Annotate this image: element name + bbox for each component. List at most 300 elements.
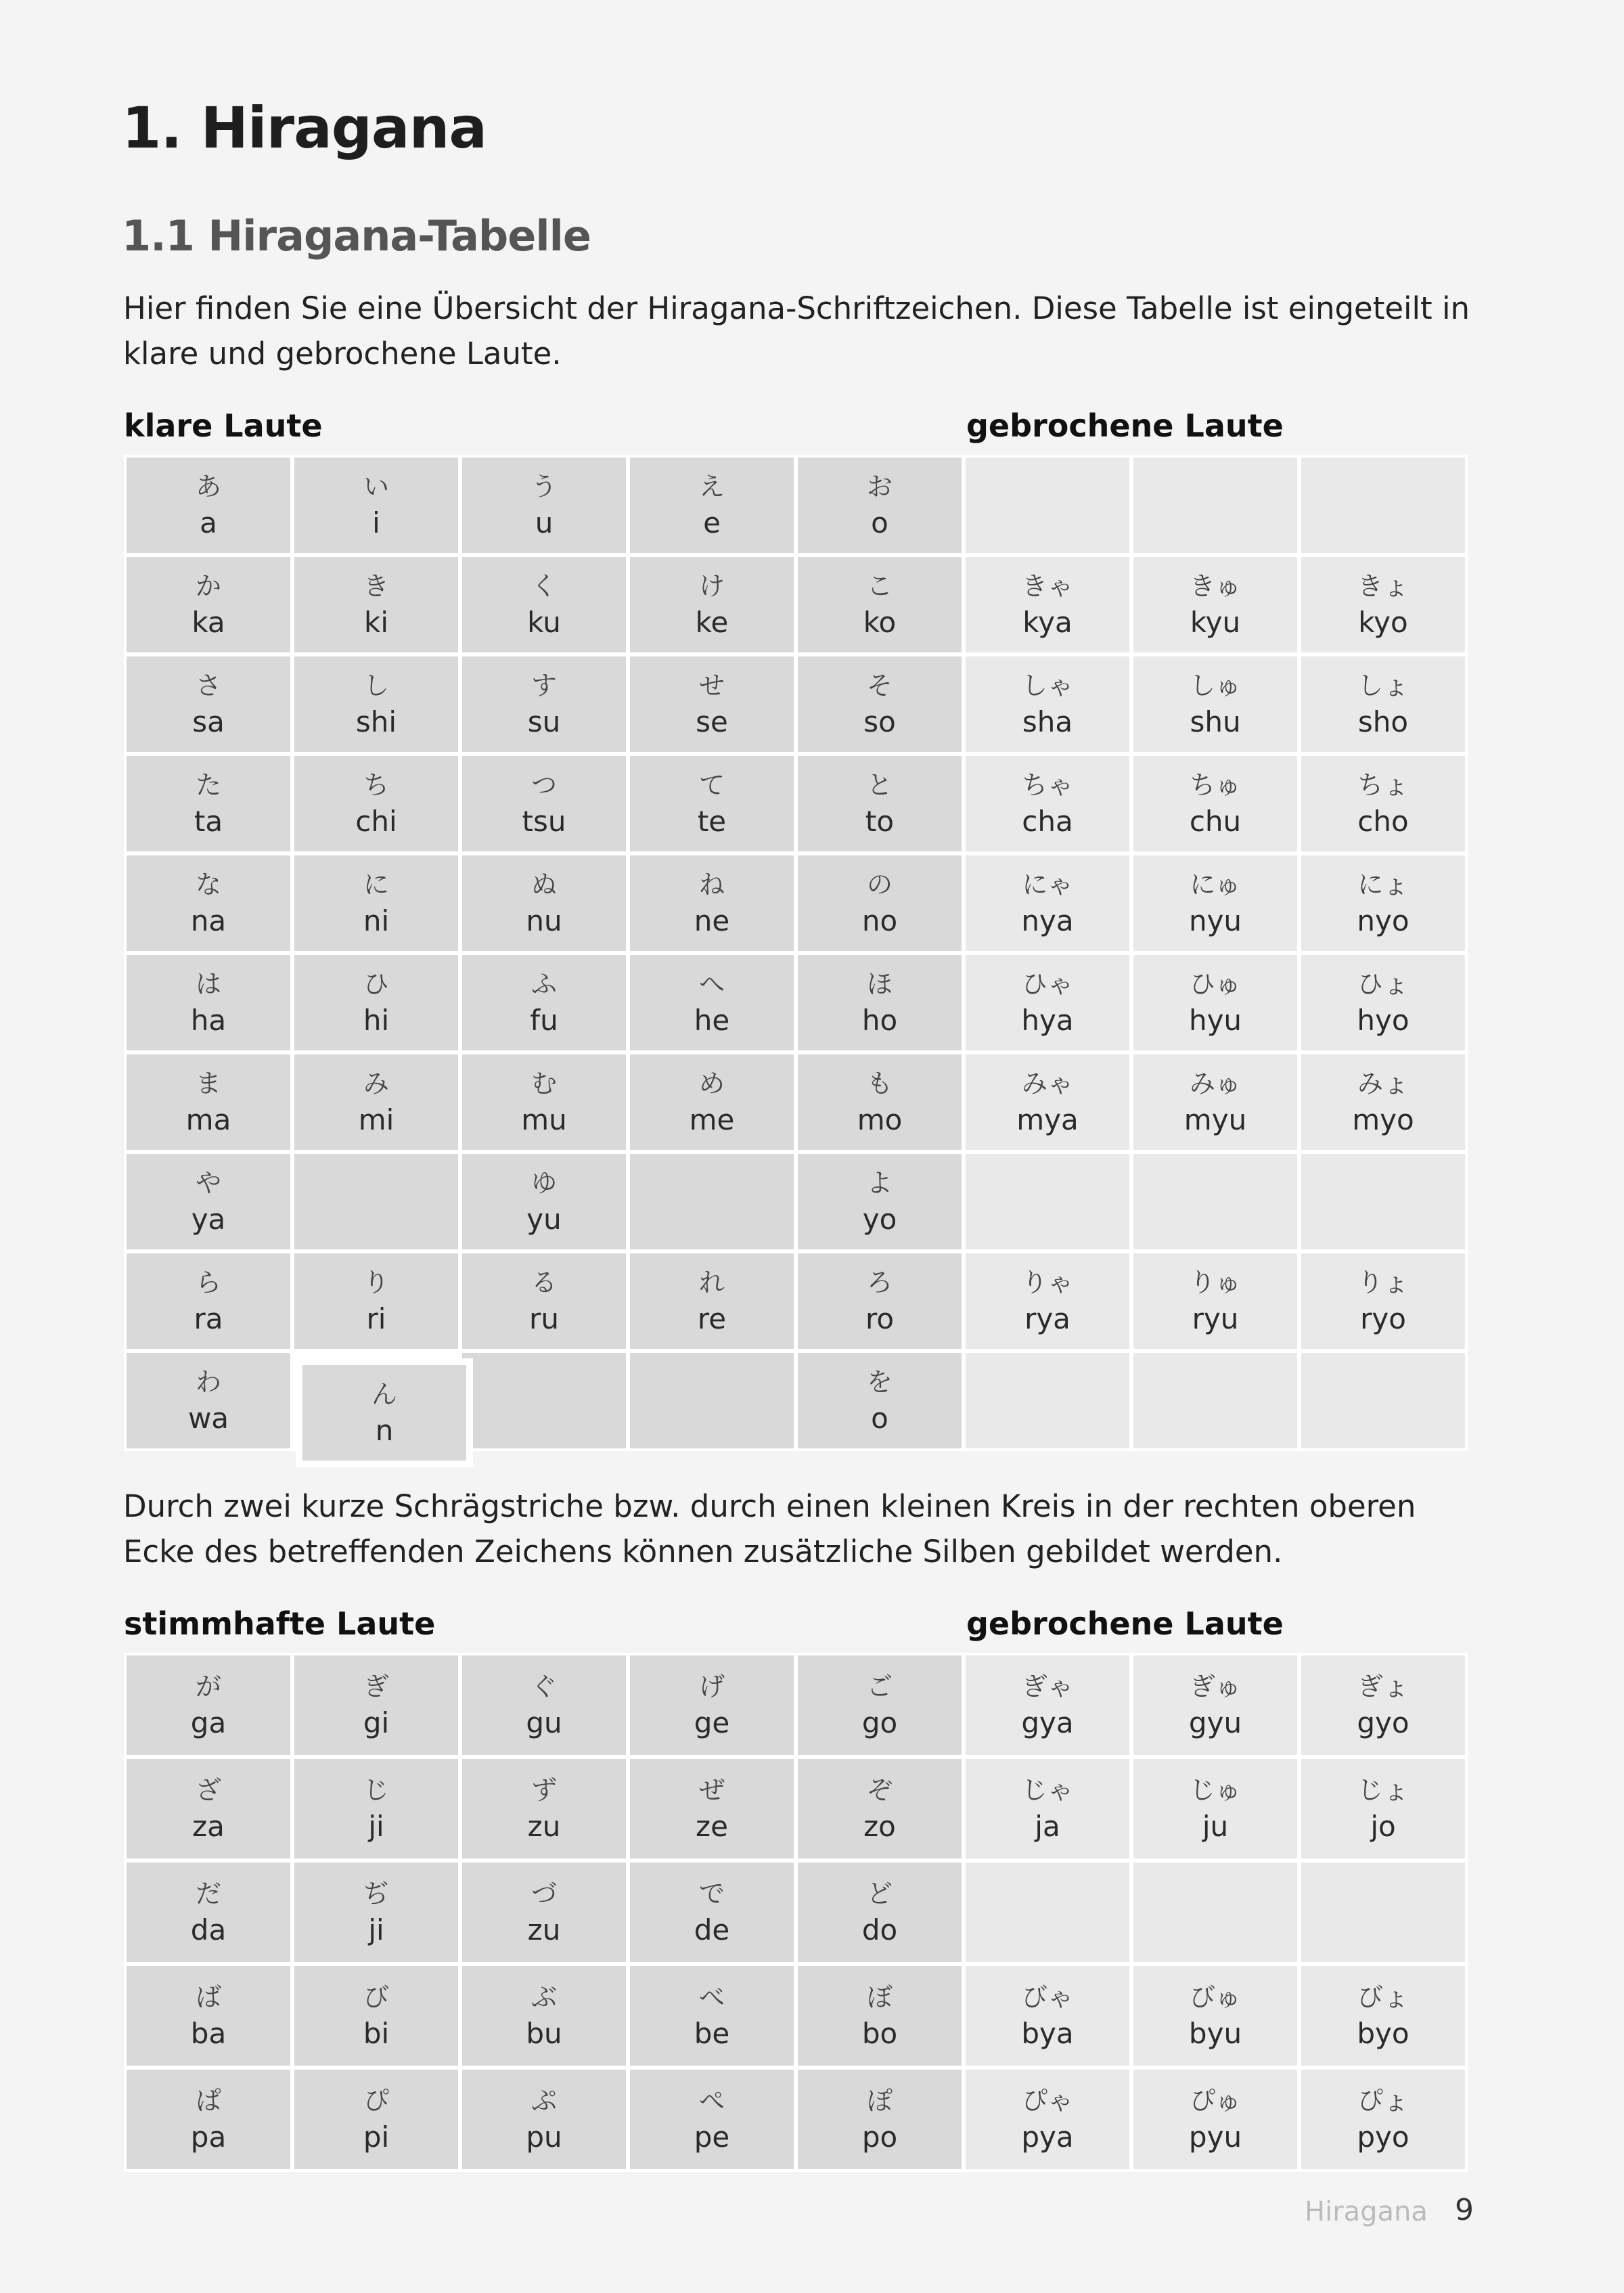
kana: と	[866, 770, 893, 800]
kana: ぺ	[698, 2085, 725, 2116]
table-cell	[1301, 955, 1465, 1050]
kana: や	[195, 1167, 221, 1198]
kana: ろ	[866, 1267, 893, 1297]
kana: い	[363, 471, 389, 502]
table-cell	[1133, 1353, 1297, 1448]
table-cell	[294, 1154, 458, 1249]
romaji: o	[871, 506, 888, 539]
table-cell	[127, 2070, 290, 2169]
kana: そ	[866, 670, 893, 700]
kana: も	[866, 1068, 893, 1098]
kana: こ	[866, 571, 893, 601]
romaji: byu	[1188, 2016, 1242, 2050]
romaji: go	[861, 1706, 898, 1739]
table-cell	[630, 656, 794, 752]
table-cell	[1133, 2070, 1297, 2169]
table-cell	[798, 1253, 962, 1349]
romaji: nu	[526, 904, 562, 937]
romaji: pyo	[1357, 2120, 1409, 2154]
kana: びょ	[1357, 1982, 1409, 2012]
table-cell	[127, 756, 290, 851]
section-title: 1.1 Hiragana-Tabelle	[122, 211, 591, 261]
romaji: sho	[1357, 705, 1409, 738]
kana: づ	[531, 1878, 557, 1909]
romaji: ba	[190, 2016, 227, 2050]
romaji: shi	[355, 705, 397, 738]
table-cell	[966, 955, 1129, 1050]
kana: よ	[866, 1167, 893, 1198]
romaji: ge	[694, 1706, 730, 1739]
kana: ぎ	[363, 1671, 389, 1701]
table-cell	[1133, 756, 1297, 851]
romaji: ya	[191, 1202, 226, 1236]
romaji: ha	[190, 1003, 227, 1037]
table-cell	[1133, 1253, 1297, 1349]
kana: た	[195, 770, 221, 800]
romaji: ta	[194, 804, 223, 838]
kana: ぴ	[363, 2085, 389, 2116]
table-cell	[1133, 955, 1297, 1050]
romaji: hyo	[1357, 1003, 1409, 1037]
romaji: myo	[1352, 1103, 1414, 1136]
kana: だ	[195, 1878, 221, 1909]
hiragana-basic-table	[124, 455, 1468, 1451]
romaji: bu	[526, 2016, 562, 2050]
kana: ひ	[363, 969, 389, 999]
table-cell	[294, 1863, 458, 1962]
romaji: bi	[363, 2016, 390, 2050]
romaji: re	[697, 1301, 727, 1335]
table-cell	[966, 1966, 1129, 2066]
romaji: te	[697, 804, 727, 838]
romaji: ra	[194, 1301, 223, 1335]
table-cell	[1133, 656, 1297, 752]
table1-label-right: gebrochene Laute	[966, 407, 1284, 444]
table-cell	[630, 557, 794, 652]
romaji: ne	[694, 904, 730, 937]
table-cell	[798, 855, 962, 951]
table-cell	[966, 1353, 1129, 1448]
kana: ぴょ	[1357, 2085, 1409, 2116]
romaji: n	[375, 1413, 394, 1447]
table-cell	[294, 1253, 458, 1349]
table-cell	[294, 1966, 458, 2066]
table-cell	[1133, 1154, 1297, 1249]
kana: ぜ	[698, 1775, 725, 1805]
table-cell	[1301, 1655, 1465, 1755]
table-cell	[630, 1154, 794, 1249]
table-cell	[462, 1353, 626, 1448]
table-cell	[1301, 1353, 1465, 1448]
table-cell	[127, 1655, 290, 1755]
kana: の	[866, 869, 893, 899]
table-cell	[798, 2070, 962, 2169]
table-cell	[462, 1655, 626, 1755]
table-cell	[127, 1353, 290, 1448]
table-cell	[966, 855, 1129, 951]
kana: ひょ	[1357, 969, 1409, 999]
kana: ぷ	[531, 2085, 557, 2116]
table-cell	[462, 1054, 626, 1150]
romaji: fu	[530, 1003, 558, 1037]
kana: びゃ	[1021, 1982, 1073, 2012]
kana: が	[195, 1671, 221, 1701]
kana: し	[363, 670, 389, 700]
romaji: he	[694, 1003, 730, 1037]
table-cell	[966, 1154, 1129, 1249]
romaji: ri	[366, 1301, 386, 1335]
kana: へ	[698, 969, 725, 999]
kana: ん	[371, 1379, 397, 1409]
kana: しゅ	[1189, 670, 1241, 700]
kana: き	[363, 571, 389, 601]
romaji: nyo	[1357, 904, 1409, 937]
romaji: jo	[1370, 1809, 1396, 1843]
kana: げ	[698, 1671, 725, 1701]
romaji: shu	[1190, 705, 1241, 738]
romaji: gi	[363, 1706, 390, 1739]
kana: りょ	[1357, 1267, 1409, 1297]
kana: す	[531, 670, 557, 700]
table-cell	[294, 1759, 458, 1858]
table-cell	[462, 855, 626, 951]
kana: で	[698, 1878, 725, 1909]
table-cell	[127, 458, 290, 553]
table-cell	[630, 756, 794, 851]
table-cell	[966, 1253, 1129, 1349]
table-cell	[1133, 855, 1297, 951]
table-cell	[127, 1154, 290, 1249]
kana: にゃ	[1022, 869, 1073, 899]
table-cell	[302, 1365, 466, 1461]
kana: みゃ	[1021, 1068, 1073, 1098]
romaji: gya	[1021, 1706, 1074, 1739]
table-cell	[798, 1054, 962, 1150]
kana: め	[698, 1068, 725, 1098]
romaji: ni	[363, 904, 390, 937]
table-cell	[630, 1863, 794, 1962]
romaji: do	[861, 1913, 898, 1946]
table-cell	[294, 855, 458, 951]
kana: ちょ	[1357, 770, 1409, 800]
kana: あ	[195, 471, 221, 502]
table-cell	[1301, 557, 1465, 652]
romaji: ma	[185, 1103, 231, 1136]
kana: ゆ	[531, 1167, 557, 1198]
table-cell	[294, 458, 458, 553]
romaji: a	[200, 506, 217, 539]
kana: しゃ	[1021, 670, 1073, 700]
table-cell	[966, 1054, 1129, 1150]
footer-section-name: Hiragana	[1305, 2196, 1428, 2227]
romaji: sa	[192, 705, 225, 738]
kana: る	[531, 1267, 557, 1297]
kana: みゅ	[1189, 1068, 1241, 1098]
table-cell	[127, 1966, 290, 2066]
kana: ら	[195, 1267, 221, 1297]
table-cell	[630, 1253, 794, 1349]
romaji: mo	[857, 1103, 903, 1136]
romaji: sha	[1022, 705, 1073, 738]
kana: きょ	[1357, 571, 1409, 601]
kana: ぽ	[866, 2085, 893, 2116]
kana: にゅ	[1190, 869, 1241, 899]
table-cell	[798, 1655, 962, 1755]
table-cell	[294, 2070, 458, 2169]
kana: て	[698, 770, 725, 800]
kana: じ	[363, 1775, 389, 1805]
kana: ず	[531, 1775, 557, 1805]
romaji: se	[696, 705, 728, 738]
table-cell	[630, 955, 794, 1050]
romaji: bo	[861, 2016, 898, 2050]
kana: ぎょ	[1357, 1671, 1409, 1701]
table-cell	[798, 1966, 962, 2066]
romaji: gyu	[1188, 1706, 1242, 1739]
romaji: mi	[358, 1103, 394, 1136]
table-cell	[798, 1759, 962, 1858]
romaji: nyu	[1188, 904, 1242, 937]
romaji: da	[190, 1913, 227, 1946]
romaji: kyu	[1190, 605, 1241, 639]
romaji: na	[190, 904, 227, 937]
romaji: bya	[1021, 2016, 1074, 2050]
romaji: u	[535, 506, 554, 539]
kana: ちゅ	[1189, 770, 1241, 800]
table-cell	[966, 557, 1129, 652]
romaji: hi	[363, 1003, 390, 1037]
kana: つ	[531, 770, 557, 800]
kana: び	[363, 1982, 389, 2012]
kana: ほ	[866, 969, 893, 999]
table-cell	[1133, 458, 1297, 553]
table-cell	[294, 756, 458, 851]
romaji: ro	[865, 1301, 895, 1335]
kana: く	[531, 571, 557, 601]
romaji: cha	[1022, 804, 1073, 838]
table-cell	[966, 1863, 1129, 1962]
table-cell	[294, 1054, 458, 1150]
table-cell	[462, 756, 626, 851]
romaji: ryu	[1192, 1301, 1239, 1335]
kana: ぴゅ	[1189, 2085, 1241, 2116]
table-cell	[966, 656, 1129, 752]
table1-label-left: klare Laute	[124, 407, 323, 444]
romaji: ji	[368, 1809, 384, 1843]
table-cell	[462, 557, 626, 652]
table-cell	[630, 1353, 794, 1448]
kana: じゅ	[1189, 1775, 1241, 1805]
kana: ぢ	[363, 1878, 389, 1909]
table-cell	[630, 458, 794, 553]
table-cell	[630, 2070, 794, 2169]
romaji: rya	[1024, 1301, 1070, 1335]
table-cell	[462, 1863, 626, 1962]
kana: み	[363, 1068, 389, 1098]
romaji: de	[694, 1913, 730, 1946]
romaji: wa	[187, 1401, 229, 1435]
table-cell	[1301, 1253, 1465, 1349]
romaji: no	[861, 904, 898, 937]
kana: きゃ	[1021, 571, 1073, 601]
hiragana-voiced-table	[124, 1653, 1468, 2172]
romaji: nya	[1021, 904, 1074, 937]
kana: む	[531, 1068, 557, 1098]
table-cell	[966, 756, 1129, 851]
kana: に	[363, 869, 389, 899]
romaji: pyu	[1188, 2120, 1242, 2154]
romaji: ryo	[1360, 1301, 1406, 1335]
romaji: gu	[526, 1706, 562, 1739]
table-cell	[1301, 656, 1465, 752]
romaji: pe	[694, 2120, 730, 2154]
romaji: so	[863, 705, 896, 738]
table-cell	[1301, 458, 1465, 553]
romaji: ji	[368, 1913, 384, 1946]
kana: か	[195, 571, 221, 601]
kana: べ	[698, 1982, 725, 2012]
table-cell	[127, 955, 290, 1050]
kana: ち	[363, 770, 389, 800]
table-cell	[462, 2070, 626, 2169]
kana: りゅ	[1189, 1267, 1241, 1297]
romaji: ja	[1035, 1809, 1060, 1843]
romaji: yu	[526, 1202, 562, 1236]
romaji: mu	[521, 1103, 567, 1136]
romaji: ru	[529, 1301, 559, 1335]
kana: り	[363, 1267, 389, 1297]
romaji: to	[865, 804, 895, 838]
table-cell	[1133, 1966, 1297, 2066]
table-cell	[1301, 855, 1465, 951]
table-cell	[462, 1759, 626, 1858]
romaji: tsu	[522, 804, 566, 838]
table-cell	[1133, 557, 1297, 652]
romaji: ga	[190, 1706, 227, 1739]
table-cell	[1301, 1054, 1465, 1150]
table-cell	[127, 557, 290, 652]
romaji: hya	[1021, 1003, 1074, 1037]
romaji: ka	[191, 605, 225, 639]
romaji: za	[192, 1809, 225, 1843]
table-cell	[966, 1759, 1129, 1858]
romaji: i	[372, 506, 380, 539]
kana: ぐ	[531, 1671, 557, 1701]
table2-label-right: gebrochene Laute	[966, 1605, 1284, 1642]
romaji: ju	[1202, 1809, 1229, 1843]
table2-label-left: stimmhafte Laute	[124, 1605, 436, 1642]
kana: しょ	[1357, 670, 1409, 700]
table-cell	[127, 656, 290, 752]
kana: ぎゃ	[1021, 1671, 1073, 1701]
kana: ご	[866, 1671, 893, 1701]
kana: は	[195, 969, 221, 999]
kana: ぴゃ	[1021, 2085, 1073, 2116]
kana: け	[698, 571, 725, 601]
table-cell	[1301, 1966, 1465, 2066]
romaji: hyu	[1188, 1003, 1242, 1037]
table-cell	[127, 1759, 290, 1858]
romaji: e	[703, 506, 721, 539]
table-cell	[294, 1655, 458, 1755]
table-cell	[798, 557, 962, 652]
kana: え	[698, 471, 725, 502]
table-cell	[630, 1054, 794, 1150]
table-cell	[294, 656, 458, 752]
page-title: 1. Hiragana	[122, 95, 487, 161]
table-cell	[462, 955, 626, 1050]
kana: みょ	[1357, 1068, 1409, 1098]
romaji: gyo	[1357, 1706, 1409, 1739]
table-cell	[798, 756, 962, 851]
table-cell	[462, 656, 626, 752]
table-cell	[966, 2070, 1129, 2169]
table-cell	[127, 1253, 290, 1349]
romaji: pu	[526, 2120, 562, 2154]
table-cell	[462, 1154, 626, 1249]
intro-paragraph: Hier finden Sie eine Übersicht der Hiragana-Schriftzeichen. Diese Tabelle ist eingeteilt in klare und gebrochene Laute.	[123, 290, 1470, 372]
romaji: mya	[1016, 1103, 1079, 1136]
kana: びゅ	[1189, 1982, 1241, 2012]
table-cell	[798, 1154, 962, 1249]
romaji: zu	[527, 1913, 561, 1946]
kana: お	[866, 471, 893, 502]
kana: じゃ	[1021, 1775, 1073, 1805]
kana: ぶ	[531, 1982, 557, 2012]
table-cell	[1133, 1863, 1297, 1962]
romaji: pya	[1021, 2120, 1074, 2154]
romaji: yo	[862, 1202, 897, 1236]
romaji: byo	[1357, 2016, 1409, 2050]
table-cell	[1133, 1759, 1297, 1858]
kana: れ	[698, 1267, 725, 1297]
table-cell	[462, 1253, 626, 1349]
kana: ちゃ	[1021, 770, 1073, 800]
kana: ひゃ	[1021, 969, 1073, 999]
table-cell	[798, 1863, 962, 1962]
kana: ぱ	[195, 2085, 221, 2116]
romaji: po	[861, 2120, 898, 2154]
table-cell	[462, 458, 626, 553]
table-cell	[294, 955, 458, 1050]
kana: ひゅ	[1189, 969, 1241, 999]
table-cell	[294, 557, 458, 652]
romaji: kyo	[1358, 605, 1408, 639]
table-cell	[1133, 1054, 1297, 1150]
table-cell	[127, 1054, 290, 1150]
kana: を	[866, 1366, 893, 1397]
table-cell	[1301, 1154, 1465, 1249]
table-cell	[966, 1655, 1129, 1755]
table-cell	[798, 656, 962, 752]
romaji: ze	[696, 1809, 728, 1843]
table-cell	[630, 855, 794, 951]
kana: りゃ	[1021, 1267, 1073, 1297]
table-cell	[798, 1353, 962, 1448]
kana: さ	[195, 670, 221, 700]
table-cell	[1301, 1863, 1465, 1962]
page-number: 9	[1455, 2193, 1474, 2227]
romaji: me	[689, 1103, 735, 1136]
kana: ふ	[531, 969, 557, 999]
table-cell	[127, 855, 290, 951]
kana: ぼ	[866, 1982, 893, 2012]
table-cell	[630, 1966, 794, 2066]
kana: ば	[195, 1982, 221, 2012]
table-cell	[630, 1759, 794, 1858]
romaji: kya	[1022, 605, 1073, 639]
table-cell	[127, 1863, 290, 1962]
